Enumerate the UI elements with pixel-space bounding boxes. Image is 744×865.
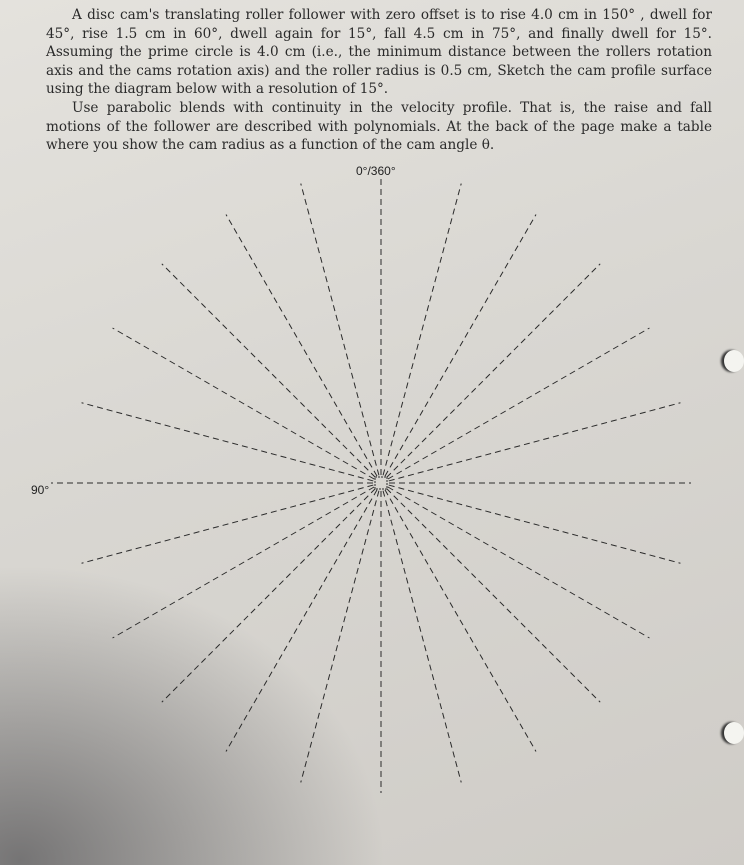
angle-spoke-135: [387, 489, 601, 703]
angle-spoke-285: [82, 403, 374, 481]
angle-spoke-105: [389, 485, 681, 563]
angle-spoke-225: [162, 489, 376, 703]
problem-paragraph-1: A disc cam's translating roller follower with zero offset is to rise 4.0 cm in 150° , dwell for 45°, rise 1.5 cm in 60°, dwell again for 15°, fall 4.5 cm in 75°, and finally dwell for 15°. Assuming the prime circle is 4.0 cm (i.e., the minimum distance between the rollers rotation axis and the cams rotation axis) and the roller radius is 0.5 cm, Sketch the cam profile surface using the diagram below with a resolution of 15°.: [46, 7, 712, 98]
angle-spoke-345: [301, 184, 379, 476]
angle-spoke-45: [387, 264, 601, 478]
center-marker: [375, 477, 387, 489]
problem-paragraph-2: Use parabolic blends with continuity in the velocity profile. That is, the raise and fall motions of the follower are described with polynomials. At the back of the page make a table where you show the cam radius as a function of the cam angle θ.: [46, 99, 712, 154]
angle-label-0-360: 0°/360°: [356, 164, 396, 178]
binder-clip-top: [724, 350, 744, 372]
angle-spoke-255: [82, 485, 374, 563]
angle-spoke-15: [383, 184, 461, 476]
angle-spoke-75: [389, 403, 681, 481]
angle-spoke-165: [383, 491, 461, 783]
angle-label-90: 90°: [31, 483, 50, 497]
angle-spoke-195: [301, 491, 379, 783]
binder-clip-bottom: [724, 722, 744, 744]
angle-spoke-315: [162, 264, 376, 478]
